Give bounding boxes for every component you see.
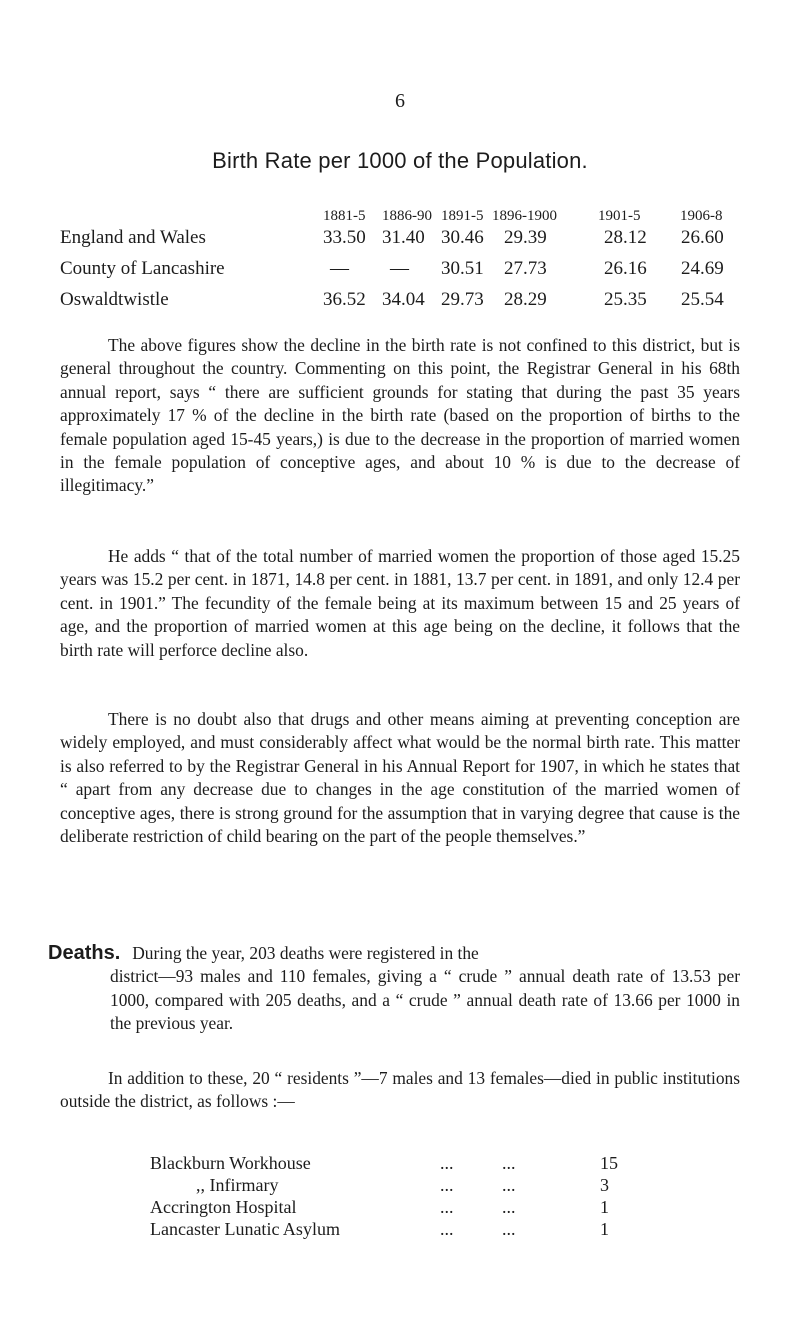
period-header: 1896-1900 [492, 208, 557, 224]
list-item [150, 1219, 650, 1241]
list-item [150, 1175, 650, 1197]
list-item [150, 1197, 650, 1219]
page-number: 6 [395, 90, 405, 112]
paragraph-text: During the year, 203 deaths were registered in the [132, 943, 479, 963]
leader-dots: ... [440, 1197, 454, 1217]
table-cell: 28.12 [604, 227, 647, 248]
table-row [60, 289, 760, 309]
row-label: County of Lancashire [60, 258, 225, 279]
paragraph-text: In addition to these, 20 “ residents ”—7 males and 13 females—died in public institutions outside the district, as follows :— [60, 1068, 740, 1112]
deaths-heading: Deaths. [48, 942, 121, 964]
table-cell: 36.52 [323, 289, 366, 310]
leader-dots: ... [440, 1219, 454, 1239]
birth-rate-table [60, 208, 760, 309]
institution-count: 1 [600, 1197, 609, 1217]
table-cell: 27.73 [504, 258, 547, 279]
table-cell: 30.51 [441, 258, 484, 279]
table-cell: 26.16 [604, 258, 647, 279]
table-cell: 24.69 [681, 258, 724, 279]
table-cell: 30.46 [441, 227, 484, 248]
table-cell: 25.54 [681, 289, 724, 310]
paragraph-text: There is no doubt also that drugs and other means aiming at preventing conception are widely employed, and must considerably affect what would be the normal birth rate. This matter is also referred to by the Registrar General in his Annual Report for 1907, in which he states that “ apart from any decrease due to changes in the age constitution of the married women of conceptive ages, there is strong ground for the assumption that in varying degree that cause is the deliberate restriction of child bearing on the part of the people themselves.” [60, 709, 740, 847]
institution-name: Lancaster Lunatic Asylum [150, 1219, 340, 1239]
table-cell: — [390, 258, 409, 279]
period-header: 1886-90 [382, 208, 432, 224]
list-item [150, 1153, 650, 1175]
table-cell: 34.04 [382, 289, 425, 310]
period-header: 1906-8 [680, 208, 723, 224]
row-label: England and Wales [60, 227, 206, 248]
institutions-list [150, 1153, 650, 1241]
paragraph-residents [60, 1067, 740, 1114]
period-header: 1891-5 [441, 208, 484, 224]
paragraph-fecundity [60, 545, 740, 662]
row-label: Oswaldtwistle [60, 289, 169, 310]
table-cell: 26.60 [681, 227, 724, 248]
table-cell: 31.40 [382, 227, 425, 248]
paragraph-deaths [48, 942, 740, 1036]
table-cell: 29.73 [441, 289, 484, 310]
period-header: 1901-5 [598, 208, 641, 224]
table-row [60, 258, 760, 278]
paragraph-birth-decline [60, 334, 740, 498]
paragraph-text: The above figures show the decline in the birth rate is not confined to this district, but is general throughout the country. Commenting on this point, the Registrar General in his 68th annual report, says “ there are sufficient grounds for stating that during the past 35 years approximately 17 % of the decline in the birth rate (based on the proportion of births to the female population aged 15-45 years,) is due to the decrease in the proportion of married women in the female population of conceptive ages, and about 10 % is due to the decrease of illegitimacy.” [60, 335, 740, 496]
table-row [60, 227, 760, 247]
table-cell: 28.29 [504, 289, 547, 310]
paragraph-conception [60, 708, 740, 848]
period-header: 1881-5 [323, 208, 366, 224]
institution-count: 3 [600, 1175, 609, 1195]
institution-name: ,, Infirmary [196, 1175, 279, 1195]
table-header-row [60, 208, 760, 228]
institution-count: 15 [600, 1153, 618, 1173]
table-cell: 25.35 [604, 289, 647, 310]
leader-dots: ... [440, 1153, 454, 1173]
institution-count: 1 [600, 1219, 609, 1239]
institution-name: Blackburn Workhouse [150, 1153, 311, 1173]
table-cell: 29.39 [504, 227, 547, 248]
paragraph-text: He adds “ that of the total number of married women the proportion of those aged 15.25 years was 15.2 per cent. in 1871, 14.8 per cent. in 1881, 13.7 per cent. in 1891, and only 12.4 per cent. in 1901.” The fecundity of the female being at its maximum between 15 and 25 years of age, and the proportion of married women at this age being on the decline, it follows that the birth rate will perforce decline also. [60, 546, 740, 660]
table-cell: — [330, 258, 349, 279]
section-heading: Birth Rate per 1000 of the Population. [212, 148, 588, 173]
institution-name: Accrington Hospital [150, 1197, 297, 1217]
leader-dots: ... [502, 1175, 516, 1195]
leader-dots: ... [502, 1197, 516, 1217]
paragraph-text: district—93 males and 110 females, giving a “ crude ” annual death rate of 13.53 per 1000, compared with 205 deaths, and a “ crude ” annual death rate of 13.66 per 1000 in the previous year. [110, 966, 740, 1034]
leader-dots: ... [440, 1175, 454, 1195]
leader-dots: ... [502, 1153, 516, 1173]
table-cell: 33.50 [323, 227, 366, 248]
leader-dots: ... [502, 1219, 516, 1239]
